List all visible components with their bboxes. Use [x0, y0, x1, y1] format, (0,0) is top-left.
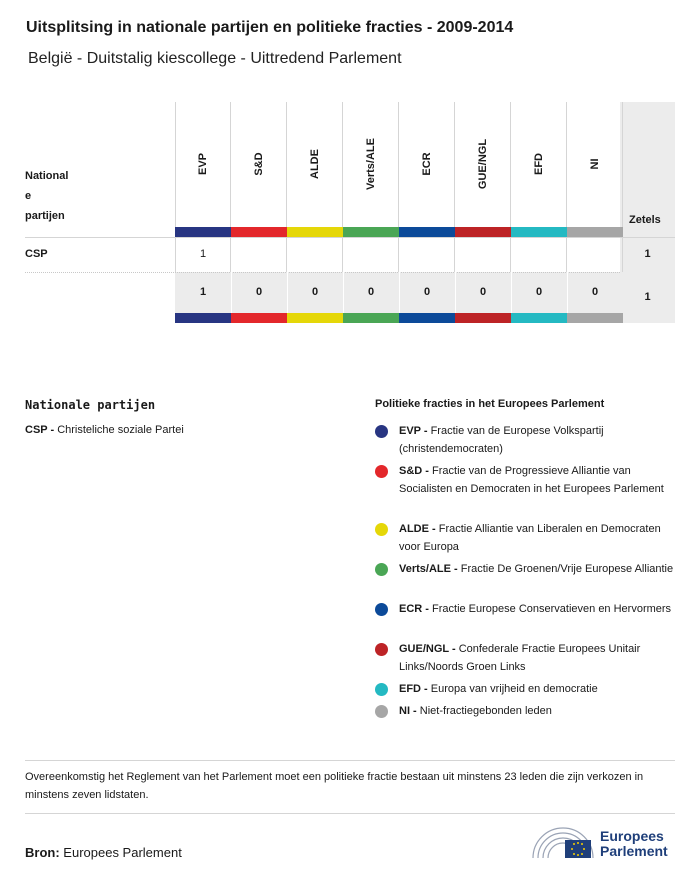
legend-item — [375, 640, 675, 676]
parliament-hemicycle-icon — [529, 822, 597, 864]
legend-name: Niet-fractiegebonden leden — [416, 705, 552, 717]
seat-table — [0, 0, 700, 330]
legend-text — [399, 560, 675, 578]
page-title: Uitsplitsing in nationale partijen en politieke fracties - 2009-2014 — [26, 19, 514, 36]
source-value: Europees Parlement — [63, 845, 182, 860]
legend-abbr: ALDE - — [399, 523, 436, 535]
column-color-bar — [511, 227, 567, 237]
legend-name: Europa van vrijheid en democratie — [427, 683, 598, 695]
totals-color-bar — [175, 313, 231, 323]
legend-color-dot — [375, 425, 388, 438]
table-cell — [399, 238, 455, 272]
legend-color-dot — [375, 603, 388, 616]
totals-value: 0 — [423, 286, 431, 298]
column-header-label: GUE/NGL — [476, 138, 489, 190]
legend-color-dot — [375, 643, 388, 656]
totals-color-bar — [231, 313, 287, 323]
legend-abbr: ECR - — [399, 603, 429, 615]
legend-color-dot — [375, 683, 388, 696]
column-color-bar — [287, 227, 343, 237]
column-header — [455, 102, 511, 237]
table-cell — [287, 238, 343, 272]
legend-item — [375, 520, 675, 556]
row-header-line1: National — [25, 170, 69, 182]
footnote: Overeenkomstig het Reglement van het Parlement moet een politieke fractie bestaan uit minstens 23 leden die zijn verkozen in minstens zeven lidstaten. — [25, 771, 644, 801]
legend-abbr: EVP - — [399, 425, 428, 437]
row-header-label — [25, 166, 85, 226]
totals-zetels-value: 1 — [644, 291, 651, 303]
column-header-label: EVP — [197, 152, 209, 176]
column-header-label: EFD — [532, 153, 545, 175]
column-header — [231, 102, 287, 237]
legend-text — [399, 600, 675, 618]
row-divider — [25, 272, 620, 273]
table-cell — [511, 238, 567, 272]
column-color-bar — [175, 227, 231, 237]
logo-text — [600, 829, 668, 859]
legend-name: Fractie Alliantie van Liberalen en Democraten voor Europa — [399, 523, 661, 553]
legend-abbr: S&D - — [399, 465, 429, 477]
column-header — [287, 102, 343, 237]
column-color-bar — [455, 227, 511, 237]
column-header-label: ALDE — [308, 149, 321, 179]
legend-item — [375, 422, 675, 458]
table-cell-value: 1 — [199, 248, 207, 260]
column-header — [567, 102, 623, 237]
note-top-divider — [25, 760, 675, 761]
legend-color-dot — [375, 465, 388, 478]
totals-value: 0 — [311, 286, 319, 298]
legend-text — [399, 640, 675, 676]
column-color-bar — [343, 227, 399, 237]
legend-color-dot — [375, 523, 388, 536]
national-party-abbr: CSP - — [25, 424, 55, 436]
legend-item — [375, 462, 675, 498]
column-header — [175, 102, 231, 237]
totals-value: 0 — [367, 286, 375, 298]
source-credit — [25, 845, 182, 860]
note-bottom-divider — [25, 813, 675, 814]
legend-text — [399, 422, 675, 458]
table-cell — [455, 238, 511, 272]
legend-name: Confederale Fractie Europees Unitair Links/Noords Groen Links — [399, 643, 641, 673]
table-cell — [567, 238, 623, 272]
row-header-line2: e — [25, 190, 32, 202]
legend-color-dot — [375, 705, 388, 718]
column-header-label: ECR — [420, 152, 433, 176]
column-color-bar — [567, 227, 623, 237]
table-cell — [231, 238, 287, 272]
legend-abbr: EFD - — [399, 683, 428, 695]
column-color-bar — [399, 227, 455, 237]
legend-item — [375, 600, 675, 618]
totals-color-bar — [455, 313, 511, 323]
column-header-label: NI — [588, 158, 601, 170]
legend-name: Fractie van de Progressieve Alliantie van Socialisten en Democraten in het Europees Parlement — [399, 465, 664, 495]
row-header-line3: partijen — [25, 210, 65, 222]
legend-text — [399, 462, 675, 498]
totals-color-bar — [511, 313, 567, 323]
legend-item — [375, 560, 675, 578]
totals-value: 0 — [535, 286, 543, 298]
row-party-label: CSP — [25, 248, 48, 260]
national-parties-title: Nationale partijen — [25, 398, 156, 412]
totals-value: 0 — [591, 286, 599, 298]
legend-item — [375, 702, 675, 720]
column-header-label: S&D — [252, 152, 265, 176]
legend-abbr: GUE/NGL - — [399, 643, 456, 655]
legend-item — [375, 680, 675, 698]
totals-value: 1 — [199, 286, 207, 298]
national-party-item — [25, 424, 184, 436]
legend-name: Fractie De Groenen/Vrije Europese Alliantie — [457, 563, 674, 575]
page-subtitle: België - Duitstalig kiescollege - Uittredend Parlement — [28, 50, 402, 67]
column-header-label: Verts/ALE — [364, 138, 377, 190]
legend-name: Fractie Europese Conservatieven en Hervormers — [428, 603, 672, 615]
logo-text-line1: Europees — [600, 828, 664, 844]
source-label: Bron: — [25, 845, 60, 860]
table-cell — [343, 238, 399, 272]
legend-text — [399, 680, 675, 698]
legend-abbr: Verts/ALE - — [399, 563, 458, 575]
national-party-name: Christeliche soziale Partei — [57, 424, 184, 436]
totals-color-bar — [399, 313, 455, 323]
row-zetels-value: 1 — [644, 248, 651, 260]
column-color-bar — [231, 227, 287, 237]
legend-text — [399, 702, 675, 720]
legend-name: Fractie van de Europese Volkspartij (christendemocraten) — [399, 425, 604, 455]
totals-color-bar — [287, 313, 343, 323]
legend-color-dot — [375, 563, 388, 576]
totals-value: 0 — [255, 286, 263, 298]
column-header — [399, 102, 455, 237]
totals-color-bar — [567, 313, 623, 323]
legend-abbr: NI - — [399, 705, 417, 717]
totals-value: 0 — [479, 286, 487, 298]
column-header — [343, 102, 399, 237]
zetels-header — [620, 102, 675, 237]
legend-text — [399, 520, 675, 556]
zetels-label: Zetels — [629, 214, 661, 226]
column-header — [511, 102, 567, 237]
totals-color-bar — [343, 313, 399, 323]
political-groups-title: Politieke fracties in het Europees Parlement — [375, 398, 605, 410]
logo-text-line2: Parlement — [600, 843, 668, 859]
